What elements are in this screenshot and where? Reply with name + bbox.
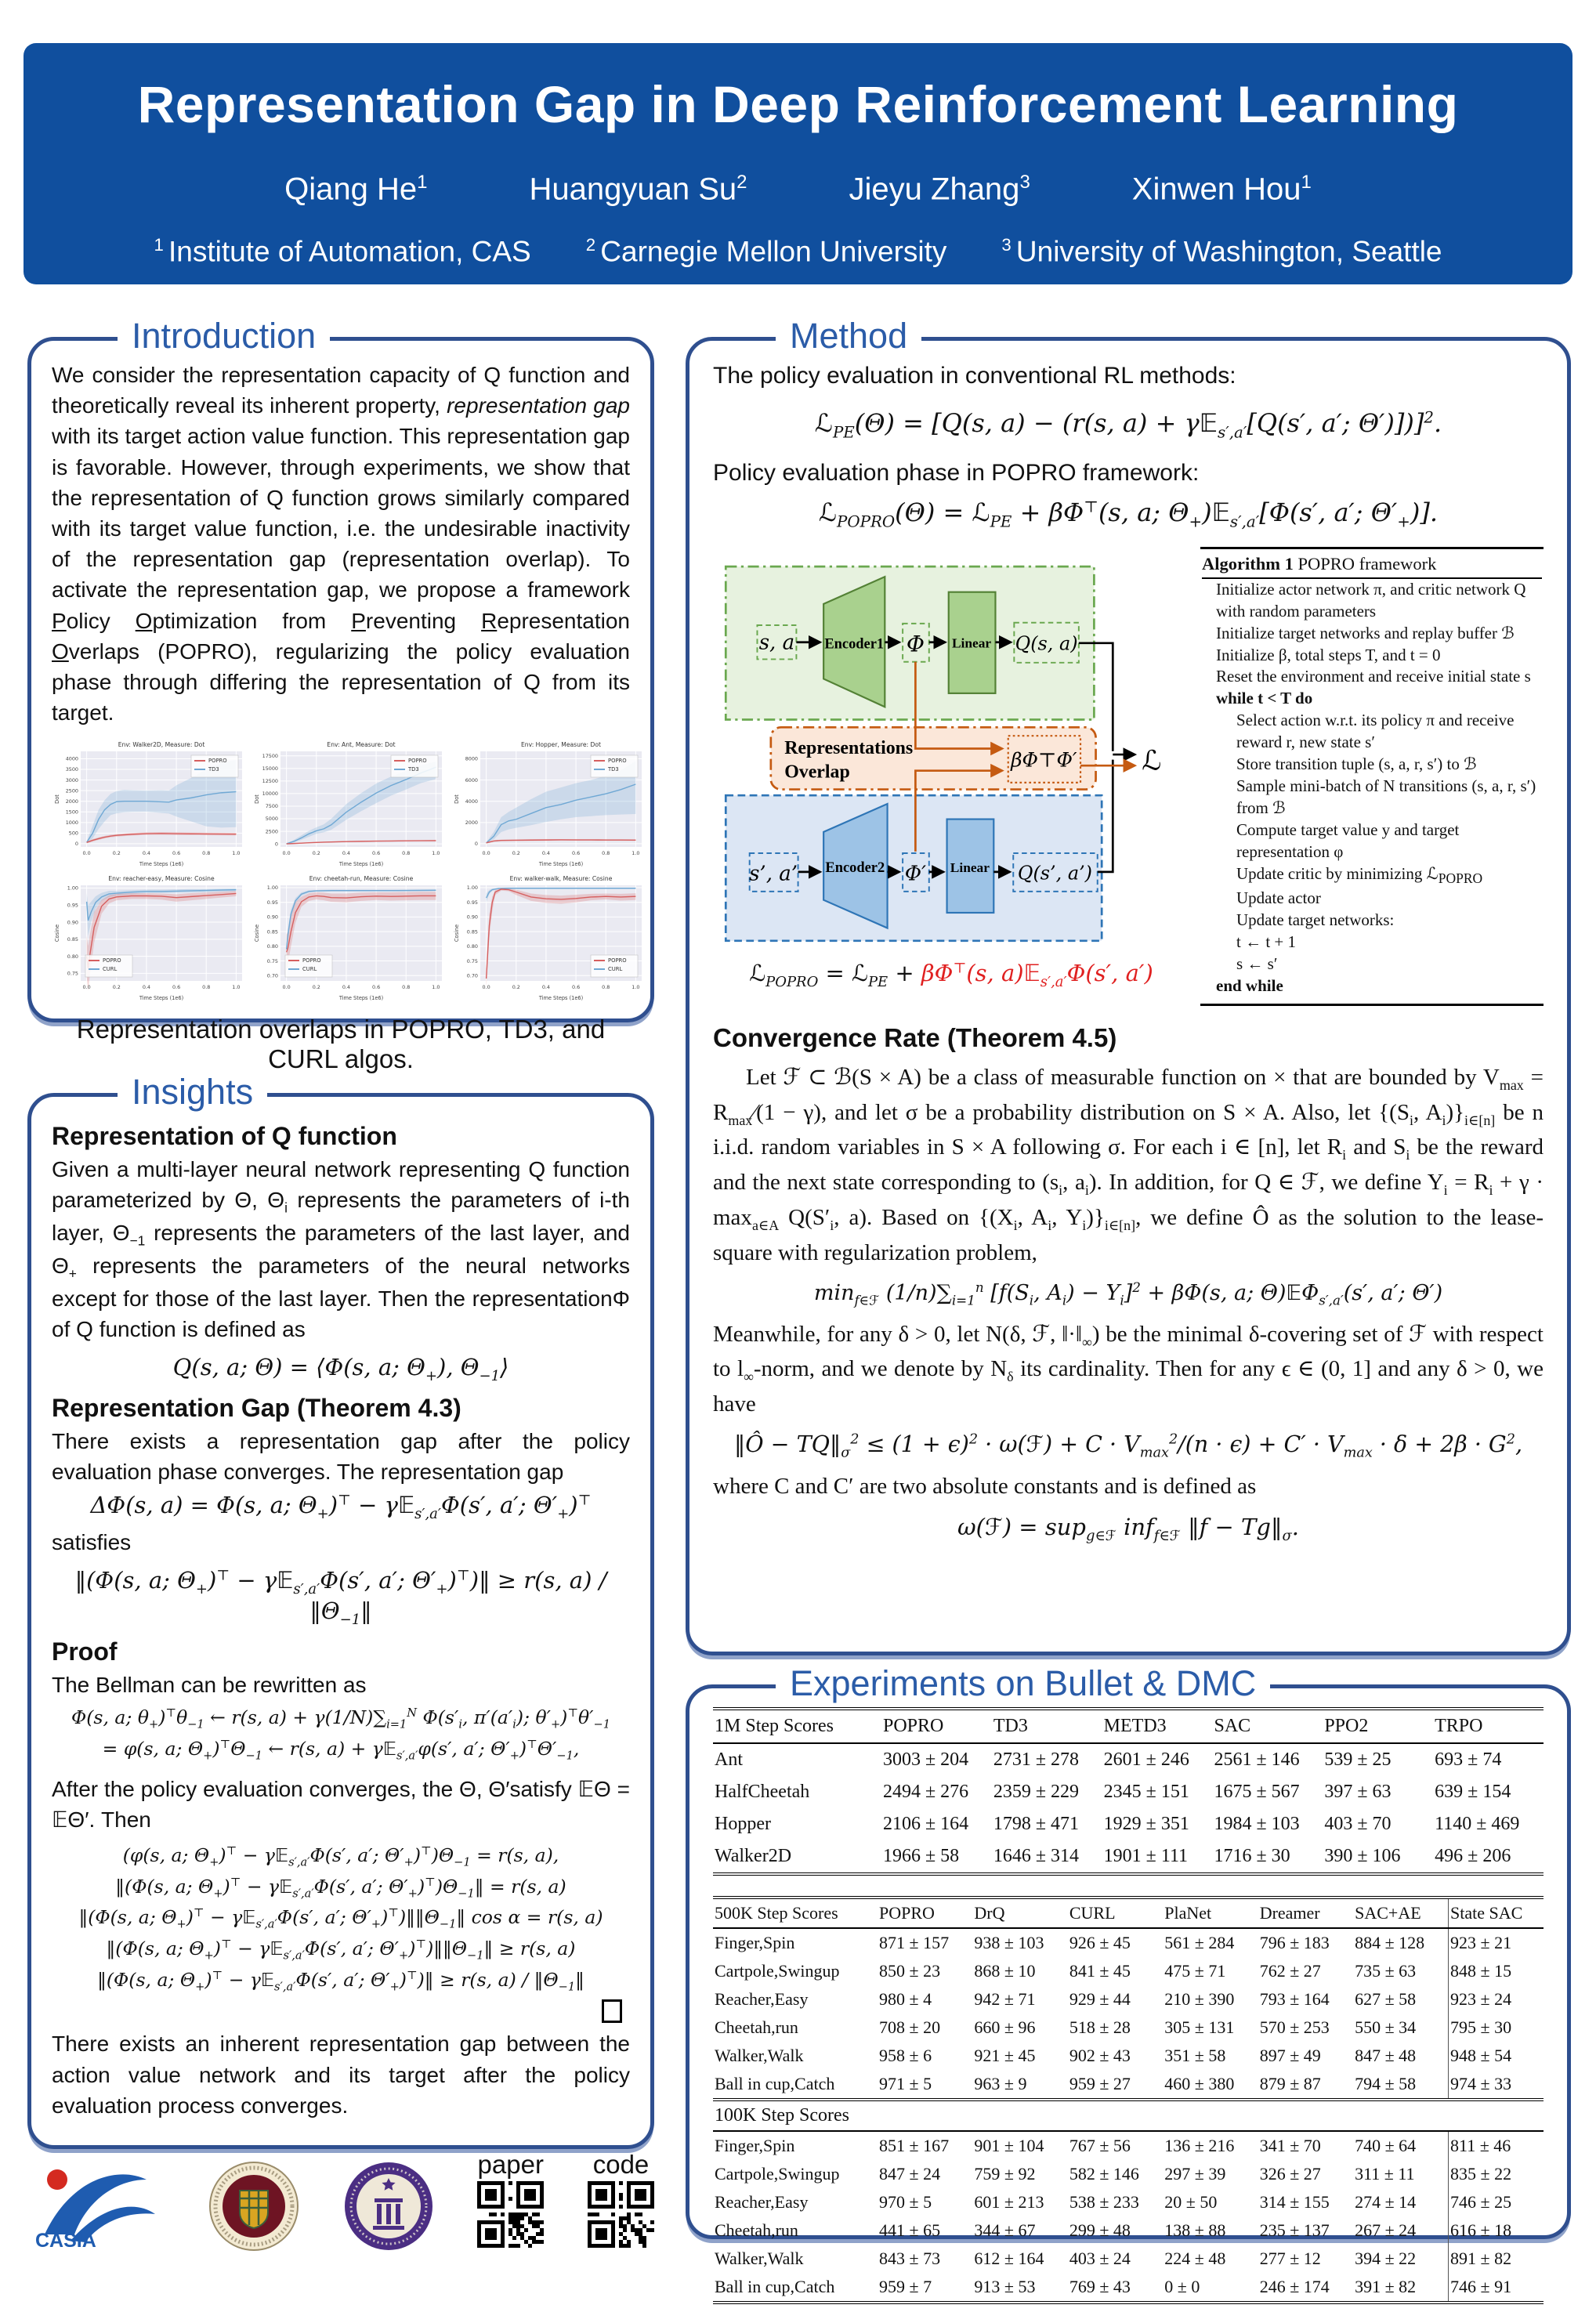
svg-text:500: 500 xyxy=(68,830,78,837)
figure-caption: Representation overlaps in POPRO, TD3, and CURL algos. xyxy=(76,1015,606,1074)
q-function-heading: Representation of Q function xyxy=(52,1122,397,1150)
svg-text:Cosine: Cosine xyxy=(54,924,60,943)
scores-table: 500K Step Scores POPRO DrQ CURL PlaNet Dreamer SAC+AE State SAC Finger,Spin 871 ± 157 938 ± 103 926 ± 45 561 ± 284 796 ± 183 884 ± 128 923 ± 21 Cartpole,Swingup 850 ± 23 868 ± 10 841 ± 45 475 ± 71 762 ± 27 735 ± 63 848 ± 15 Reacher,Easy 980 ± 4 942 ± 71 929 ± 44 210 ± 390 793 ± 164 627 ± 58 923 ± 24 Cheetah,run 708 ± 20 660 ± 96 518 ± 28 305 ± 131 570 ± 253 550 ± 34 795 ± 30 Walker,Walk 958 ± 6 921 ± 45 902 ± 43 351 ± 58 897 ± 49 847 ± 48 948 ± 54 Ball in cup,Catch 971 ± 5 963 ± 9 959 ± 27 460 ± 380 879 ± 87 794 ± 58 974 ± 33 xyxy=(713,1899,1544,2098)
svg-text:0.8: 0.8 xyxy=(402,850,411,857)
table-row: Walker2D 1966 ± 58 1646 ± 314 1901 ± 111 1716 ± 30 390 ± 106 496 ± 206 xyxy=(715,1846,1511,1866)
code-qr-label: code xyxy=(592,2150,650,2179)
framework-diagram-svg xyxy=(713,547,1189,951)
affiliation-list xyxy=(24,235,1572,268)
next-state-action-input: s’, a’ xyxy=(749,862,798,886)
svg-text:1.00: 1.00 xyxy=(466,885,478,892)
algorithm-step: Update critic by minimizing ℒ$_{POPRO}$ xyxy=(1236,863,1483,886)
svg-text:POPRO: POPRO xyxy=(608,758,627,765)
svg-text:CURL: CURL xyxy=(103,966,118,973)
svg-text:0.85: 0.85 xyxy=(466,928,478,935)
convergence-heading: Convergence Rate (Theorem 4.5) xyxy=(713,1022,1117,1052)
svg-text:0.85: 0.85 xyxy=(266,928,278,935)
paper-qr-block xyxy=(477,2150,544,2252)
bellman-intro: The Bellman can be rewritten as xyxy=(52,1672,367,1697)
subplot-0 xyxy=(52,739,248,868)
algorithm-step: Update target networks: xyxy=(1236,910,1395,930)
subplot-5 xyxy=(451,873,647,1002)
svg-text:POPRO: POPRO xyxy=(208,758,227,765)
svg-text:CURL: CURL xyxy=(608,966,623,973)
theorem-paragraph-2: Meanwhile, for any δ > 0, let N(δ, ℱ, $‖\cdot‖_\infty$) be the minimal δ-covering set of ℱ with respect to $l_\infty$-norm, and we denote by $N_\delta$ its cardinality. Then for any ϵ ∈ (0, 1] and any δ > 0, we have xyxy=(713,1321,1544,1417)
min-equation: $\min_{f\in ℱ}$ $(1∕n)\sum_{i=1}^n$ [$f(S_i$, $A_i) - Y_i]^2 + \beta\Phi(s$, a; Θ)𝔼Φ$_{s',a'}$(s′, a′; Θ′) xyxy=(813,1279,1443,1308)
svg-text:0.6: 0.6 xyxy=(371,850,381,857)
svg-text:5000: 5000 xyxy=(265,816,278,823)
svg-text:7500: 7500 xyxy=(265,803,278,810)
algorithm-step: Store transition tuple (s, a, r, s′) to ℬ xyxy=(1236,754,1477,774)
then-equation-5: ‖(Φ(s, a; $\Theta_+)^⊤$ − γ𝔼$_{s',a'}$Φ(s′, a′; $\Theta'_+)^⊤)‖ \ge r(s$, a) ∕ $‖\Theta_{-1}‖$ xyxy=(97,1968,584,1994)
bellman-equation-2: = φ(s, a; $\Theta_+)^⊤\Theta_{-1}$ ← r(s, a) + γ𝔼$_{s',a'}$φ(s′, a′; $\Theta'_+)^⊤\Theta'_{-1}$, xyxy=(102,1737,580,1763)
svg-text:1500: 1500 xyxy=(65,809,78,816)
svg-text:0.2: 0.2 xyxy=(512,984,520,991)
phi-label: Φ xyxy=(906,631,925,657)
table-row: Cheetah,run 708 ± 20 660 ± 96 518 ± 28 305 ± 131 570 ± 253 550 ± 34 795 ± 30 xyxy=(713,2014,1544,2042)
svg-text:Env: Walker2D, Measure: Dot: Env: Walker2D, Measure: Dot xyxy=(118,741,205,749)
svg-text:0.75: 0.75 xyxy=(466,958,478,965)
code-qr-block xyxy=(588,2150,654,2252)
svg-text:0: 0 xyxy=(274,841,278,848)
table-row: Finger,Spin 871 ± 157 938 ± 103 926 ± 45 561 ± 284 796 ± 183 884 ± 128 923 ± 21 xyxy=(713,1928,1544,1957)
svg-text:TD3: TD3 xyxy=(208,766,219,773)
svg-text:0.95: 0.95 xyxy=(466,899,478,906)
svg-text:1.0: 1.0 xyxy=(432,850,440,857)
svg-text:0.6: 0.6 xyxy=(571,850,581,857)
proof-heading: Proof xyxy=(52,1637,118,1666)
svg-text:1000: 1000 xyxy=(65,820,78,827)
casia-logo xyxy=(27,2159,165,2252)
footer-logos xyxy=(27,2150,654,2252)
svg-text:Env: Ant, Measure: Dot: Env: Ant, Measure: Dot xyxy=(327,741,396,749)
table-row: Walker,Walk 958 ± 6 921 ± 45 902 ± 43 351 ± 58 897 ± 49 847 ± 48 948 ± 54 xyxy=(713,2042,1544,2070)
svg-text:CURL: CURL xyxy=(302,966,317,973)
overlap-label-2: Overlap xyxy=(784,762,850,783)
table-row: Cheetah,run 441 ± 65 344 ± 67 299 ± 48 138 ± 88 235 ± 137 267 ± 24 616 ± 18 xyxy=(713,2216,1544,2245)
svg-text:0.4: 0.4 xyxy=(342,850,351,857)
linear2-label: Linear xyxy=(950,859,990,875)
svg-text:Time Steps (1e6): Time Steps (1e6) xyxy=(139,861,184,868)
svg-text:TD3: TD3 xyxy=(408,766,419,773)
author-list xyxy=(24,172,1572,207)
svg-text:2000: 2000 xyxy=(465,820,478,827)
introduction-paragraph: We consider the representation capacity of Q function and theoretically reveal its inherent property, representation gap with its target action value function. This representation gap is favorable. However, through experiments, we show that the representation of Q function grows similarly compared with its target value function, i.e. the undesirable inactivity of the representation gap (representation overlap). To activate the representation gap, we propose a framework Policy Optimization from Preventing Representation Overlaps (POPRO), regularizing the policy evaluation phase through differing the representation of Q from its target. xyxy=(52,363,630,725)
subplot-4 xyxy=(252,873,447,1002)
svg-text:Env: walker-walk, Measure: Cos: Env: walker-walk, Measure: Cosine xyxy=(509,875,613,883)
overlap-term: βΦ⊤Φ′ xyxy=(1011,748,1077,772)
encoder2-label: Encoder2 xyxy=(825,859,885,875)
then-equation-1: (φ(s, a; $\Theta_+)^⊤$ − γ𝔼$_{s',a'}$Φ(s′, a′; $\Theta'_+)^⊤)\Theta_{-1} = r(s$, a), xyxy=(122,1843,559,1869)
svg-text:POPRO: POPRO xyxy=(608,957,627,964)
svg-text:0.90: 0.90 xyxy=(266,914,278,921)
svg-text:10000: 10000 xyxy=(262,791,278,798)
svg-text:Cosine: Cosine xyxy=(254,924,260,943)
svg-text:0.2: 0.2 xyxy=(512,850,520,857)
svg-text:1.0: 1.0 xyxy=(232,850,241,857)
svg-text:0.8: 0.8 xyxy=(602,984,610,991)
affiliation: $^2$ Carnegie Mellon University xyxy=(585,235,947,268)
satisfies-label: satisfies xyxy=(52,1530,132,1555)
q-output-bottom: Q(s’, a’) xyxy=(1017,862,1092,885)
table-row: Cartpole,Swingup 847 ± 24 759 ± 92 582 ± 146 297 ± 39 326 ± 27 311 ± 11 835 ± 22 xyxy=(713,2160,1544,2188)
svg-text:0.95: 0.95 xyxy=(266,899,278,906)
svg-text:Time Steps (1e6): Time Steps (1e6) xyxy=(338,995,384,1002)
experiments-panel xyxy=(686,1663,1571,2296)
uw-seal-logo xyxy=(343,2161,434,2252)
algorithm-step: s ← s′ xyxy=(1236,953,1278,973)
svg-text:0.8: 0.8 xyxy=(402,984,411,991)
svg-text:0.6: 0.6 xyxy=(571,984,581,991)
svg-text:0.70: 0.70 xyxy=(466,972,478,979)
author-name: Huangyuan Su$^2$ xyxy=(529,172,747,207)
gap-equation: ΔΦ(s, a) = Φ(s, a; $\Theta_+)^⊤$ − γ𝔼$_{s',a'}$Φ(s′, a′; $\Theta'_+)^⊤$ xyxy=(90,1492,592,1523)
svg-text:0.80: 0.80 xyxy=(266,943,278,950)
introduction-title: Introduction xyxy=(118,316,330,356)
svg-text:0.8: 0.8 xyxy=(602,850,610,857)
svg-text:POPRO: POPRO xyxy=(103,957,121,964)
svg-text:1.0: 1.0 xyxy=(632,850,640,857)
method-panel xyxy=(686,316,1571,1655)
svg-text:0.2: 0.2 xyxy=(112,850,121,857)
q-output-top: Q(s, a) xyxy=(1015,632,1078,655)
overlap-label-1: Representations xyxy=(784,737,914,758)
svg-text:0.85: 0.85 xyxy=(67,936,78,943)
svg-text:Cosine: Cosine xyxy=(454,924,460,943)
svg-text:0.2: 0.2 xyxy=(312,850,320,857)
introduction-panel xyxy=(27,316,654,1074)
pe-equation: ℒ$_{PE}$(Θ) = [Q(s, a) − (r(s, a) + γ𝔼$_{s',a'}$[Q(s′, a′; Θ′)])]$^2$. xyxy=(814,408,1442,442)
representation-gap-paragraph: There exists a representation gap after the policy evaluation phase converges. The representation gap xyxy=(52,1429,630,1485)
then-equation-3: ‖(Φ(s, a; $\Theta_+)^⊤$ − γ𝔼$_{s',a'}$Φ(s′, a′; $\Theta'_+)^⊤)‖‖\Theta_{-1}‖$ cos α = r(s, a) xyxy=(78,1906,603,1931)
theorem-paragraph-3: where C and C′ are two absolute constants and is defined as xyxy=(713,1474,1257,1500)
popro-loss-highlight: ℒ$_{POPRO}$ = ℒ$_{PE}$ + βΦ⊤(s, a)𝔼$_{s',a'}$Φ(s′, a′) xyxy=(749,959,1153,990)
satisfies-equation: ‖(Φ(s, a; $\Theta_+)^⊤$ − γ𝔼$_{s',a'}$Φ(s′, a′; $\Theta'_+)^⊤)‖ \ge r(s$, a) ∕ $‖\Theta_{-1}‖$ xyxy=(74,1567,607,1628)
svg-text:12500: 12500 xyxy=(262,778,278,785)
svg-text:4000: 4000 xyxy=(65,755,78,762)
svg-text:POPRO: POPRO xyxy=(408,758,427,765)
svg-text:3500: 3500 xyxy=(65,766,78,773)
algorithm-step: end while xyxy=(1216,975,1283,995)
table-row: HalfCheetah 2494 ± 276 2359 ± 229 2345 ± 151 1675 ± 567 397 ± 63 639 ± 154 xyxy=(715,1782,1511,1802)
theorem-paragraph-1: Let ℱ ⊂ ℬ(S × A) be a class of measurable function on × that are bounded by $V_{max}$ = $R_{max}∕(1 - \gamma)$, and let σ be a probability distribution on S × A. Also, let {($S_i$, $A_i)\}_{i\in[n]}$ be n i.i.d. random variables in S × A following σ. For each i ∈ [n], let $R_i$ and $S_i$ be the reward and the next state corresponding to ($s_i$, $a_i$). In addition, for Q ∈ ℱ, we define $Y_i = R_i + \gamma \cdot \max_{a\in A} Q(S'_i$, a). Based on {($X_i$, $A_i$, $Y_i)\}_{i\in[n]}$, we define Ô as the solution to the lease-square with regularization problem, xyxy=(713,1064,1544,1265)
cmu-seal-logo xyxy=(208,2161,299,2252)
then-equation-2: ‖(Φ(s, a; $\Theta_+)^⊤$ − γ𝔼$_{s',a'}$Φ(s′, a′; $\Theta'_+)^⊤)\Theta_{-1}‖ = r(s$, a) xyxy=(115,1875,566,1901)
svg-text:0.8: 0.8 xyxy=(202,984,211,991)
table-row: Finger,Spin 851 ± 167 901 ± 104 767 ± 56 136 ± 216 341 ± 70 740 ± 64 811 ± 46 xyxy=(713,2131,1544,2160)
table-row: Ant 3003 ± 204 2731 ± 278 2601 ± 246 2561 ± 146 539 ± 25 693 ± 74 xyxy=(715,1749,1502,1770)
after-convergence-text: After the policy evaluation converges, the Θ, Θ′satisfy 𝔼Θ = 𝔼Θ′. Then xyxy=(52,1776,630,1832)
svg-text:0.2: 0.2 xyxy=(312,984,320,991)
algorithm-title: Algorithm 1 POPRO framework xyxy=(1202,552,1542,579)
svg-text:2000: 2000 xyxy=(65,798,78,805)
svg-text:1.0: 1.0 xyxy=(632,984,640,991)
algorithm-step: Reset the environment and receive initial state s xyxy=(1216,667,1531,686)
table-row: Ball in cup,Catch 959 ± 7 913 ± 53 769 ± 43 0 ± 0 246 ± 174 391 ± 82 746 ± 91 xyxy=(713,2273,1544,2301)
svg-text:0.80: 0.80 xyxy=(466,943,478,950)
svg-text:0.4: 0.4 xyxy=(342,984,351,991)
svg-text:0.0: 0.0 xyxy=(82,850,91,857)
bound-equation: ‖Ô − $TQ‖_\sigma^2 \le (1 + \epsilon)^2$ · ω(ℱ) + $C \cdot V_{max}^2∕(n \cdot \epsilon) + C' \cdot V_{max} \cdot \delta + 2\beta \cdot G^2$, xyxy=(733,1431,1522,1461)
svg-text:15000: 15000 xyxy=(262,765,278,772)
svg-text:Time Steps (1e6): Time Steps (1e6) xyxy=(338,861,384,868)
svg-text:Time Steps (1e6): Time Steps (1e6) xyxy=(139,995,184,1002)
subplot-2 xyxy=(451,739,647,868)
overlap-figure xyxy=(52,739,640,1002)
algorithm-step: while t < T do xyxy=(1216,689,1313,708)
svg-text:0.90: 0.90 xyxy=(67,919,78,926)
poster-title: Representation Gap in Deep Reinforcement Learning xyxy=(137,75,1459,133)
svg-text:Env: cheetah-run, Measure: Cos: Env: cheetah-run, Measure: Cosine xyxy=(309,875,414,883)
svg-text:0.0: 0.0 xyxy=(482,850,490,857)
insights-conclusion: There exists an inherent representation gap between the action value network and its target after the policy evaluation process converges. xyxy=(52,2032,630,2118)
svg-text:POPRO: POPRO xyxy=(302,957,321,964)
svg-text:1.00: 1.00 xyxy=(67,885,78,892)
svg-text:0.0: 0.0 xyxy=(482,984,490,991)
svg-text:0.6: 0.6 xyxy=(371,984,381,991)
svg-text:TD3: TD3 xyxy=(608,766,619,773)
insights-title: Insights xyxy=(118,1072,267,1113)
table-row: Hopper 2106 ± 164 1798 ± 471 1929 ± 351 1984 ± 103 403 ± 70 1140 ± 469 xyxy=(715,1814,1520,1834)
svg-text:8000: 8000 xyxy=(465,755,478,762)
code-qr-code xyxy=(588,2181,654,2252)
svg-text:0.0: 0.0 xyxy=(282,984,291,991)
svg-text:Dot: Dot xyxy=(254,794,260,805)
svg-text:0.6: 0.6 xyxy=(172,850,181,857)
algorithm-step: t ← t + 1 xyxy=(1236,932,1297,952)
author-name: Jieyu Zhang$^3$ xyxy=(849,172,1030,207)
encoder1-label: Encoder1 xyxy=(824,635,885,652)
state-action-input: s, a xyxy=(758,631,795,655)
algorithm-step: Initialize actor network π, and critic network Q with random parameters xyxy=(1216,579,1526,621)
insights-panel xyxy=(27,1072,654,2149)
svg-text:0.0: 0.0 xyxy=(282,850,291,857)
table-row: Reacher,Easy 970 ± 5 601 ± 213 538 ± 233 20 ± 50 314 ± 155 274 ± 14 746 ± 25 xyxy=(713,2188,1544,2216)
svg-text:Time Steps (1e6): Time Steps (1e6) xyxy=(538,995,584,1002)
author-name: Xinwen Hou$^1$ xyxy=(1131,172,1312,207)
svg-text:Dot: Dot xyxy=(454,794,460,805)
svg-text:0.80: 0.80 xyxy=(67,953,78,961)
table-row: Cartpole,Swingup 850 ± 23 868 ± 10 841 ± 45 475 ± 71 762 ± 27 735 ± 63 848 ± 15 xyxy=(713,1957,1544,1985)
svg-text:17500: 17500 xyxy=(262,753,278,760)
popro-equation: ℒ$_{POPRO}$(Θ) = ℒ$_{PE}$ + βΦ⊤(s, a; $\Theta_+)𝔼_{s',a'}[\Phi(s'$, a′; $\Theta'_+$)]. xyxy=(818,497,1439,531)
method-title: Method xyxy=(776,316,921,356)
then-equation-4: ‖(Φ(s, a; $\Theta_+)^⊤$ − γ𝔼$_{s',a'}$Φ(s′, a′; $\Theta'_+)^⊤)‖‖\Theta_{-1}‖ \ge r(s$, a) xyxy=(106,1937,576,1963)
affiliation: $^1$ Institute of Automation, CAS xyxy=(154,235,531,268)
q-function-paragraph: Given a multi-layer neural network representing Q function parameterized by Θ, $\Theta_i$ represents the parameters of i-th layer, $\Theta_{-1}$ represents the parameters of the last layer, and $\Theta_+$ represents the parameters of the neural networks except for those of the last layer. Then the representationΦ of Q function is defined as xyxy=(52,1157,630,1342)
svg-text:0.4: 0.4 xyxy=(142,850,151,857)
algorithm-step: Sample mini-batch of N transitions (s, a, r, s′) from ℬ xyxy=(1236,776,1536,817)
subplot-3 xyxy=(52,873,248,1002)
experiments-title: Experiments on Bullet & DMC xyxy=(776,1663,1270,1704)
algorithm-step: Initialize target networks and replay buffer ℬ xyxy=(1216,623,1515,642)
affiliation: $^3$ University of Washington, Seattle xyxy=(1001,235,1442,268)
svg-text:1.0: 1.0 xyxy=(432,984,440,991)
svg-text:0.4: 0.4 xyxy=(541,984,551,991)
svg-text:4000: 4000 xyxy=(465,798,478,805)
algorithm-step: Select action w.r.t. its policy π and receive reward r, new state s′ xyxy=(1236,711,1515,752)
svg-text:0.75: 0.75 xyxy=(67,970,78,977)
svg-text:0.0: 0.0 xyxy=(82,984,91,991)
algorithm-step: Update actor xyxy=(1236,888,1321,908)
svg-text:0: 0 xyxy=(474,841,478,848)
svg-text:0.95: 0.95 xyxy=(67,902,78,909)
algorithm-step: Compute target value y and target representation φ xyxy=(1236,820,1460,861)
poster-header xyxy=(24,43,1572,284)
loss-label: ℒ xyxy=(1142,745,1162,777)
svg-text:3000: 3000 xyxy=(65,777,78,784)
phi-prime-label: Φ′ xyxy=(904,862,927,886)
popro-label: Policy evaluation phase in POPRO framework: xyxy=(713,460,1200,487)
linear1-label: Linear xyxy=(951,635,992,651)
svg-text:2500: 2500 xyxy=(265,828,278,835)
svg-text:Time Steps (1e6): Time Steps (1e6) xyxy=(538,861,584,868)
svg-text:1.00: 1.00 xyxy=(266,885,278,892)
svg-text:Env: reacher-easy, Measure: Co: Env: reacher-easy, Measure: Cosine xyxy=(108,875,215,883)
paper-qr-label: paper xyxy=(477,2150,544,2179)
svg-text:0: 0 xyxy=(74,841,78,848)
algorithm-box xyxy=(1200,547,1544,1006)
scores-table: 100K Step Scores Finger,Spin 851 ± 167 901 ± 104 767 ± 56 136 ± 216 341 ± 70 740 ± 64 811 ± 46 Cartpole,Swingup 847 ± 24 759 ± 92 582 ± 146 297 ± 39 326 ± 27 311 ± 11 835 ± 22 Reacher,Easy 970 ± 5 601 ± 213 538 ± 233 20 ± 50 314 ± 155 274 ± 14 746 ± 25 Cheetah,run 441 ± 65 344 ± 67 299 ± 48 138 ± 88 235 ± 137 267 ± 24 616 ± 18 Walker,Walk 843 ± 73 612 ± 164 403 ± 24 224 ± 48 277 ± 12 394 ± 22 891 ± 82 Ball in cup,Catch 959 ± 7 913 ± 53 769 ± 43 0 ± 0 246 ± 174 391 ± 82 746 ± 91 xyxy=(713,2101,1544,2301)
omega-equation: ω(ℱ) = sup$_{g\in ℱ}$ inf$_{f\in ℱ}$ ‖f − $Tg‖_\sigma$. xyxy=(957,1513,1299,1544)
table-row: Reacher,Easy 980 ± 4 942 ± 71 929 ± 44 210 ± 390 793 ± 164 627 ± 58 923 ± 24 xyxy=(713,1985,1544,2014)
paper-qr-code xyxy=(477,2181,544,2252)
qed-box xyxy=(52,1999,622,2027)
q-definition-equation: Q(s, a; Θ) = ⟨Φ(s, a; $\Theta_+$), $\Theta_{-1}⟩$ xyxy=(172,1354,509,1385)
scores-table: 1M Step Scores POPRO TD3 METD3 SAC PPO2 TRPO Ant 3003 ± 204 2731 ± 278 2601 ± 246 2561 ± 146 539 ± 25 693 ± 74 HalfCheetah 2494 ± 276 2359 ± 229 2345 ± 151 1675 ± 567 397 ± 63 639 ± 154 Hopper 2106 ± 164 1798 ± 471 1929 ± 351 1984 ± 103 403 ± 70 1140 ± 469 Walker2D 1966 ± 58 1646 ± 314 1901 ± 111 1716 ± 30 390 ± 106 496 ± 206 xyxy=(713,1710,1544,1872)
svg-text:0.2: 0.2 xyxy=(112,984,121,991)
table-row: Ball in cup,Catch 971 ± 5 963 ± 9 959 ± 27 460 ± 380 879 ± 87 794 ± 58 974 ± 33 xyxy=(713,2070,1544,2098)
representation-gap-heading: Representation Gap (Theorem 4.3) xyxy=(52,1394,461,1423)
svg-text:6000: 6000 xyxy=(465,777,478,784)
algorithm-step: Initialize β, total steps T, and t = 0 xyxy=(1216,645,1441,664)
svg-text:0.70: 0.70 xyxy=(266,972,278,979)
svg-text:0.4: 0.4 xyxy=(142,984,151,991)
svg-text:2500: 2500 xyxy=(65,787,78,794)
svg-text:1.0: 1.0 xyxy=(232,984,241,991)
svg-text:0.6: 0.6 xyxy=(172,984,181,991)
table-row: Walker,Walk 843 ± 73 612 ± 164 403 ± 24 224 ± 48 277 ± 12 394 ± 22 891 ± 82 xyxy=(713,2245,1544,2273)
subplot-1 xyxy=(252,739,447,868)
author-name: Qiang He$^1$ xyxy=(284,172,428,207)
svg-text:0.90: 0.90 xyxy=(466,914,478,921)
svg-text:0.4: 0.4 xyxy=(541,850,551,857)
svg-text:Dot: Dot xyxy=(54,794,60,805)
svg-text:0.75: 0.75 xyxy=(266,958,278,965)
svg-text:0.8: 0.8 xyxy=(202,850,211,857)
popro-framework-diagram xyxy=(713,547,1189,990)
svg-text:Env: Hopper, Measure: Dot: Env: Hopper, Measure: Dot xyxy=(521,741,601,749)
svg-text:CASIA: CASIA xyxy=(35,2230,96,2252)
bellman-equation-1: Φ(s, a; $\theta_+)^⊤\theta_{-1}$ ← r(s, $a) + \gamma(1∕N)\sum_{i=1}^N$ $\Phi(s'_i$, $\pi'(a'_i)$; $\theta'_+)^⊤\theta'_{-1}$ xyxy=(71,1706,610,1731)
pe-label: The policy evaluation in conventional RL methods: xyxy=(713,363,1236,389)
